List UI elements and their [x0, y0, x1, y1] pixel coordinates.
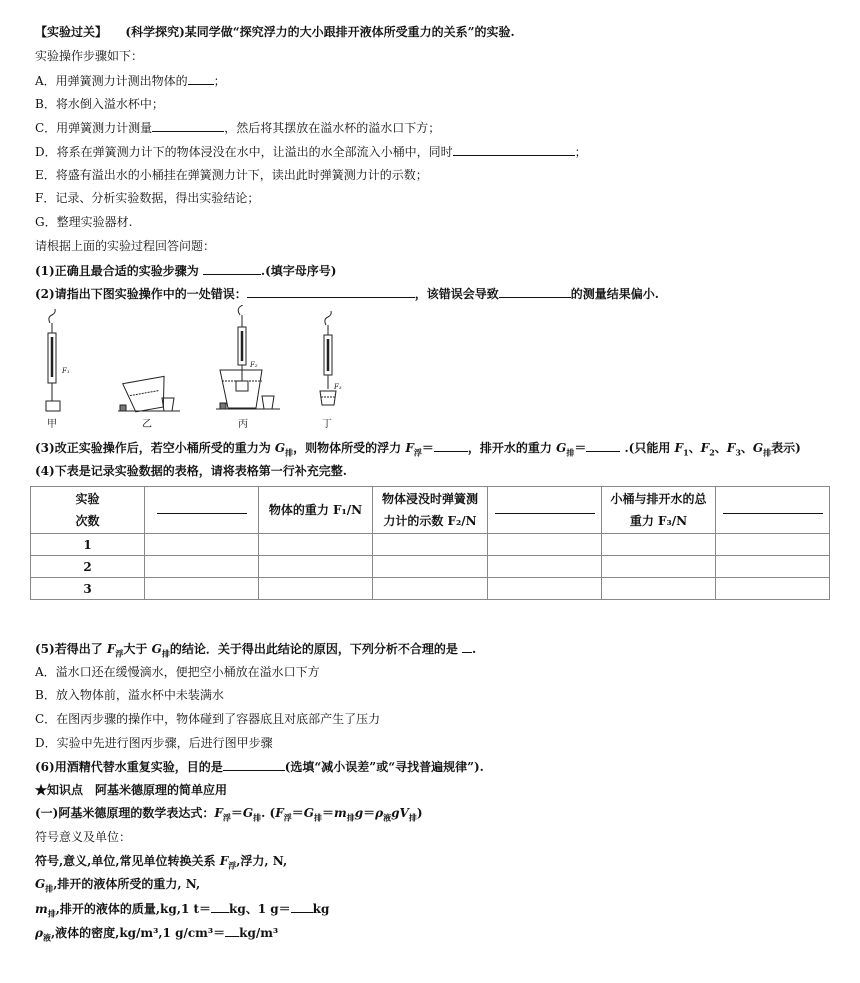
table-cell[interactable] [716, 556, 830, 578]
steps-intro: 实验操作步骤如下： [35, 49, 144, 63]
option-c: C．在图丙步骤的操作中，物体碰到了容器底且对底部产生了压力 [35, 712, 381, 726]
table-cell[interactable] [716, 534, 830, 556]
question-6: (6)用酒精代替水重复实验，目的是 (选填“减小误差”或“寻找普遍规律”). [35, 760, 484, 774]
row-number: 1 [31, 534, 145, 556]
question-5: (5)若得出了 $F_浮$大于 $G_排$的结论．关于得出此结论的原因，下列分析不合理的是 . [35, 642, 477, 659]
step-a: A．用弹簧测力计测出物体的 ； [35, 74, 226, 88]
table-cell[interactable] [373, 578, 488, 600]
question-1: (1)正确且最合适的实验步骤为 .(填字母序号) [35, 264, 337, 278]
experiment-figure [30, 305, 350, 435]
option-b: B．放入物体前，溢水杯中未装满水 [35, 688, 224, 702]
force-label-f2: F₂ [250, 361, 258, 369]
header-reading: 物体浸没时弹簧测 力计的示数 F₂/N [373, 487, 488, 534]
header-blank-1[interactable] [145, 487, 259, 534]
table-header-row [31, 487, 830, 534]
table-cell[interactable] [602, 556, 716, 578]
header-bucket: 小桶与排开水的总 重力 F₃/N [602, 487, 716, 534]
step-e: E．将盛有溢出水的小桶挂在弹簧测力计下，读出此时弹簧测力计的示数； [35, 168, 428, 182]
table-cell[interactable] [602, 578, 716, 600]
option-a: A．溢水口还在缓慢滴水，便把空小桶放在溢水口下方 [35, 665, 320, 679]
table-row [31, 534, 830, 556]
symbol-row-gravity: $G_排$,排开的液体所受的重力, N, [35, 877, 201, 894]
question-4: (4)下表是记录实验数据的表格，请将表格第一行补充完整. [35, 464, 347, 478]
step-b: B．将水倒入溢水杯中； [35, 97, 164, 111]
answer-blank[interactable] [157, 501, 247, 514]
answer-blank[interactable] [434, 439, 468, 452]
force-label-f3: F₃ [334, 383, 342, 391]
header-blank-2[interactable] [488, 487, 602, 534]
table-cell[interactable] [716, 578, 830, 600]
answer-blank[interactable] [152, 119, 224, 132]
table-cell[interactable] [259, 556, 373, 578]
section-tag: 【实验过关】 [35, 25, 108, 39]
section-title [35, 24, 515, 40]
table-cell[interactable] [145, 534, 259, 556]
header-blank-3[interactable] [716, 487, 830, 534]
table-row [31, 578, 830, 600]
table-cell[interactable] [602, 534, 716, 556]
symbol-row-mass: $m_排$,排开的液体的质量,kg,1 t＝ kg、1 g＝ kg [35, 902, 330, 919]
option-d: D．实验中先进行图丙步骤，后进行图甲步骤 [35, 736, 273, 750]
figure-label-ding: 丁 [322, 419, 332, 430]
formula-line: (一)阿基米德原理的数学表达式：$F_浮=G_排$. $(F_浮=G_排=m_排g=\rho_液gV_排)$ [35, 806, 423, 823]
table-cell[interactable] [259, 534, 373, 556]
figure-label-jia: 甲 [47, 419, 57, 430]
row-number: 3 [31, 578, 145, 600]
answer-blank[interactable] [453, 143, 575, 156]
table-cell[interactable] [488, 556, 602, 578]
answer-intro: 请根据上面的实验过程回答问题： [35, 239, 216, 253]
question-3: (3)改正实验操作后，若空小桶所受的重力为 $G_排$，则物体所受的浮力 $F_浮=$ ，排开水的重力 $G_排=$ .(只能用 $F_1$、$F_2$、$F_3$、$G_排$表示) [35, 441, 801, 458]
figure-label-bing: 丙 [238, 419, 248, 430]
row-number: 2 [31, 556, 145, 578]
answer-blank[interactable] [723, 501, 823, 514]
table-row [31, 556, 830, 578]
figure-label-yi: 乙 [142, 419, 152, 430]
answer-blank[interactable] [291, 900, 313, 913]
header-weight: 物体的重力 F₁/N [259, 487, 373, 534]
symbols-intro: 符号意义及单位： [35, 830, 132, 844]
overflow-cup-b [118, 376, 180, 413]
table-cell[interactable] [488, 578, 602, 600]
table-cell[interactable] [145, 556, 259, 578]
spring-scale-a [46, 309, 60, 411]
table-cell[interactable] [373, 556, 488, 578]
header-count: 实验 次数 [31, 487, 145, 534]
table-cell[interactable] [259, 578, 373, 600]
section-title-text: (科学探究)某同学做“探究浮力的大小跟排开液体所受重力的关系”的实验. [125, 25, 515, 39]
step-f: F．记录、分析实验数据，得出实验结论； [35, 191, 260, 205]
answer-blank[interactable] [203, 262, 261, 275]
table-cell[interactable] [145, 578, 259, 600]
answer-blank[interactable] [223, 758, 285, 771]
answer-blank[interactable] [211, 900, 229, 913]
symbol-row-force: 符号,意义,单位,常见单位转换关系 $F_浮$,浮力, N, [35, 854, 288, 871]
answer-blank[interactable] [225, 924, 239, 937]
question-2: (2)请指出下图实验操作中的一处错误： ，该错误会导致 的测量结果偏小. [35, 287, 659, 301]
table-cell[interactable] [488, 534, 602, 556]
answer-blank[interactable] [462, 640, 472, 653]
symbol-row-density: $\rho_液$,液体的密度,kg/m³,1 g/cm³＝ kg/m³ [35, 926, 279, 943]
answer-blank[interactable] [188, 72, 214, 85]
spring-scale-c [216, 305, 280, 409]
step-c: C．用弹簧测力计测量 ，然后将其摆放在溢水杯的溢水口下方； [35, 121, 441, 135]
knowledge-heading: ★知识点 阿基米德原理的简单应用 [35, 783, 228, 797]
step-d: D．将系在弹簧测力计下的物体浸没在水中，让溢出的水全部流入小桶中，同时 ； [35, 145, 587, 159]
answer-blank[interactable] [586, 439, 620, 452]
table-cell[interactable] [373, 534, 488, 556]
answer-blank[interactable] [495, 501, 595, 514]
data-table [30, 486, 830, 600]
step-g: G．整理实验器材. [35, 215, 133, 229]
answer-blank[interactable] [247, 285, 415, 298]
force-label-f1: F₁ [62, 367, 70, 375]
answer-blank[interactable] [499, 285, 571, 298]
